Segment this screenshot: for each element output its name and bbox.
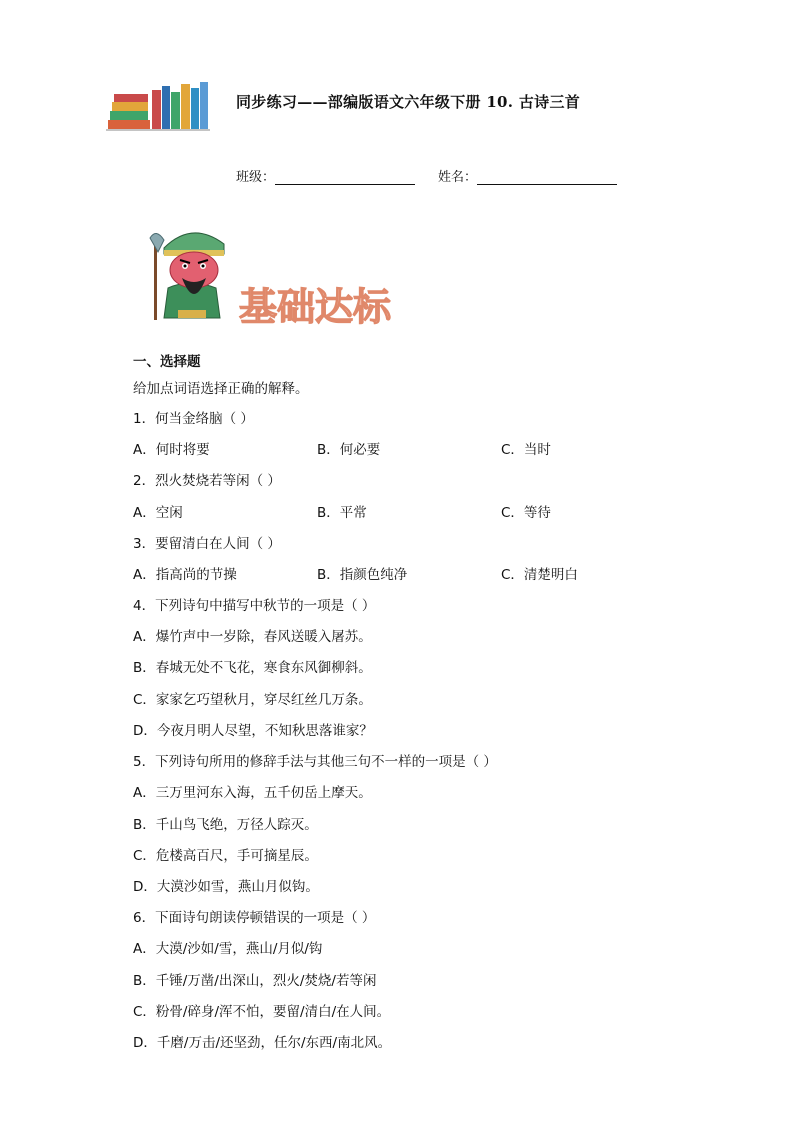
section-title: 一、选择题 <box>133 354 201 370</box>
question-stem: 1．何当金络脑（ ） <box>133 411 254 427</box>
option-b[interactable]: B．何必要 <box>317 442 381 458</box>
option-c[interactable]: C．危楼高百尺，手可摘星辰。 <box>133 848 318 864</box>
page-title: 同步练习——部编版语文六年级下册 10. 古诗三首 <box>236 93 581 111</box>
option-b[interactable]: B．平常 <box>317 505 367 521</box>
name-label: 姓名： <box>438 170 478 185</box>
option-a[interactable]: A．大漠/沙如/雪，燕山/月似/钩 <box>133 941 323 957</box>
name-field <box>438 166 617 185</box>
question-stem: 6．下面诗句朗读停顿错误的一项是（ ） <box>133 910 376 926</box>
option-b[interactable]: B．千山鸟飞绝，万径人踪灭。 <box>133 817 318 833</box>
option-d[interactable]: D．今夜月明人尽望，不知秋思落谁家？ <box>133 723 373 739</box>
class-field <box>236 166 415 185</box>
books-logo-icon <box>106 80 210 132</box>
question-stem: 2．烈火焚烧若等闲（ ） <box>133 473 281 489</box>
class-input-line[interactable] <box>275 170 415 185</box>
question-stem: 5．下列诗句所用的修辞手法与其他三句不一样的一项是（ ） <box>133 754 497 770</box>
option-d[interactable]: D．千磨/万击/还坚劲，任尔/东西/南北风。 <box>133 1035 392 1051</box>
banner-text: 基础达标 <box>239 285 392 329</box>
name-input-line[interactable] <box>477 170 617 185</box>
option-a[interactable]: A．三万里河东入海，五千仞岳上摩天。 <box>133 785 372 801</box>
section-instruction: 给加点词语选择正确的解释。 <box>133 381 309 397</box>
option-b[interactable]: B．春城无处不飞花，寒食东风御柳斜。 <box>133 660 372 676</box>
option-d[interactable]: D．大漠沙如雪，燕山月似钩。 <box>133 879 319 895</box>
option-c[interactable]: C．家家乞巧望秋月，穿尽红丝几万条。 <box>133 692 372 708</box>
question-stem: 4．下列诗句中描写中秋节的一项是（ ） <box>133 598 376 614</box>
option-c[interactable]: C．粉骨/碎身/浑不怕，要留/清白/在人间。 <box>133 1004 391 1020</box>
basic-level-banner <box>235 280 430 332</box>
option-b[interactable]: B．指颜色纯净 <box>317 567 408 583</box>
option-a[interactable]: A．空闲 <box>133 505 183 521</box>
question-stem: 3．要留清白在人间（ ） <box>133 536 281 552</box>
option-a[interactable]: A．指高尚的节操 <box>133 567 237 583</box>
option-c[interactable]: C．清楚明白 <box>501 567 578 583</box>
option-a[interactable]: A．爆竹声中一岁除，春风送暖入屠苏。 <box>133 629 372 645</box>
option-a[interactable]: A．何时将要 <box>133 442 210 458</box>
class-label: 班级： <box>236 170 276 185</box>
option-c[interactable]: C．等待 <box>501 505 551 521</box>
option-c[interactable]: C．当时 <box>501 442 551 458</box>
mascot-guan-yu-icon <box>140 218 240 324</box>
option-b[interactable]: B．千锤/万凿/出深山，烈火/焚烧/若等闲 <box>133 973 377 989</box>
